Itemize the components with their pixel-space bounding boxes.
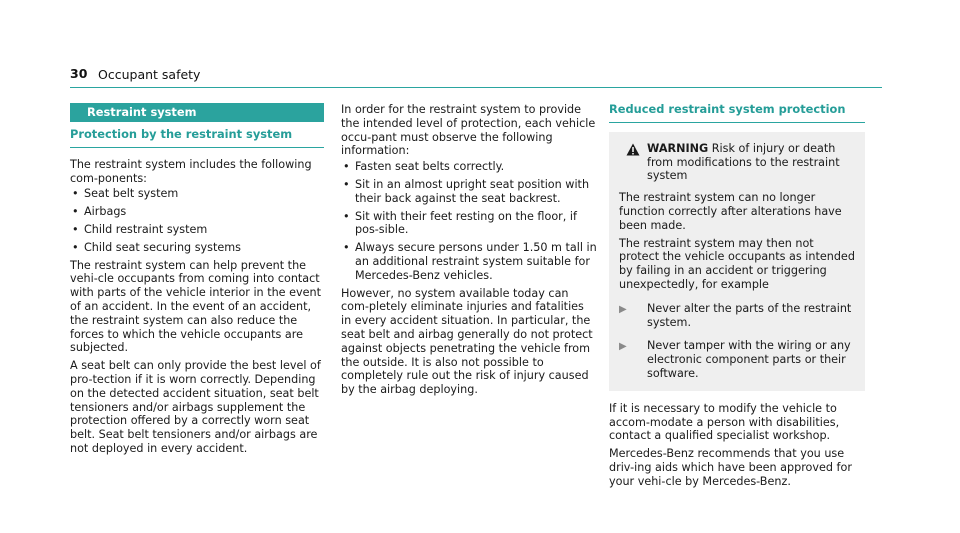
intro-paragraph: In order for the restraint system to provide the intended level of protection, each vehicle occu-pant must observe the following information: <box>341 103 596 158</box>
column-left <box>70 103 324 456</box>
instruction-list <box>341 160 597 282</box>
list-item: • Child seat securing systems <box>72 240 241 254</box>
warning-step: ▶ Never alter the parts of the restraint system. <box>619 301 852 329</box>
column-right <box>609 103 865 489</box>
warning-title: Risk of injury or death from modifications to the restraint system <box>647 141 840 183</box>
warning-step: ▶ Never tamper with the wiring or any electronic component parts or their software. <box>619 339 851 380</box>
page-number: 30 <box>70 66 88 81</box>
intro-paragraph: The restraint system includes the following com-ponents: <box>70 157 312 185</box>
section-heading: Protection by the restraint system <box>70 128 324 148</box>
arrow-right-icon: ▶ <box>619 341 627 353</box>
section-banner: Restraint system <box>70 103 324 122</box>
list-item: • Airbags <box>72 205 127 219</box>
page-title: Occupant safety <box>98 67 201 82</box>
components-list <box>70 187 324 254</box>
warning-box <box>609 132 865 391</box>
warning-label: WARNING <box>647 141 709 155</box>
paragraph: The restraint system can help prevent the vehi-cle occupants from coming into contact with parts of the vehicle interior in the event of an accident. In the event of an accident, the restraint system can also reduce the forces to which the vehicle occupants are subjected. <box>70 258 321 355</box>
paragraph: However, no system available today can com-pletely eliminate injuries and fatalities in every accident situation. In particular, the seat belt and airbag generally do not protect against objects penetrating the vehicle from the outside. It is also not possible to completely rule out the risk of injury caused by the airbag deploying. <box>341 286 593 397</box>
warning-text: The restraint system can no longer function correctly after alterations have been made. <box>619 191 842 232</box>
list-item: • Fasten seat belts correctly. <box>343 160 505 174</box>
list-item: • Child restraint system <box>72 222 208 236</box>
list-item: • Seat belt system <box>72 187 179 201</box>
header-rule <box>70 87 882 88</box>
paragraph: If it is necessary to modify the vehicle to accom-modate a person with disabilities, contact a qualified specialist workshop. <box>609 401 840 443</box>
list-item: • Sit with their feet resting on the floor, if pos-sible. <box>343 209 577 237</box>
arrow-right-icon: ▶ <box>619 303 627 315</box>
paragraph: Mercedes-Benz recommends that you use driv-ing aids which have been approved for your vehi-cle by Mercedes-Benz. <box>609 447 852 488</box>
section-heading: Reduced restraint system protection <box>609 103 865 123</box>
column-middle <box>341 103 597 397</box>
list-item: • Always secure persons under 1.50 m tall in an additional restraint system suitable for Mercedes-Benz vehicles. <box>343 241 597 282</box>
paragraph: A seat belt can only provide the best level of pro-tection if it is worn correctly. Depending on the detected accident situation, seat belt tensioners and/or airbags supplement the protection offered by a correctly worn seat belt. Seat belt tensioners and/or airbags are not deployed in every accident. <box>70 359 321 455</box>
list-item: • Sit in an almost upright seat position with their back against the seat backrest. <box>343 177 590 205</box>
warning-text: The restraint system may then not protect the vehicle occupants as intended by failing in an accident or triggering unexpectedly, for example <box>619 236 855 291</box>
warning-triangle-icon <box>626 143 640 156</box>
